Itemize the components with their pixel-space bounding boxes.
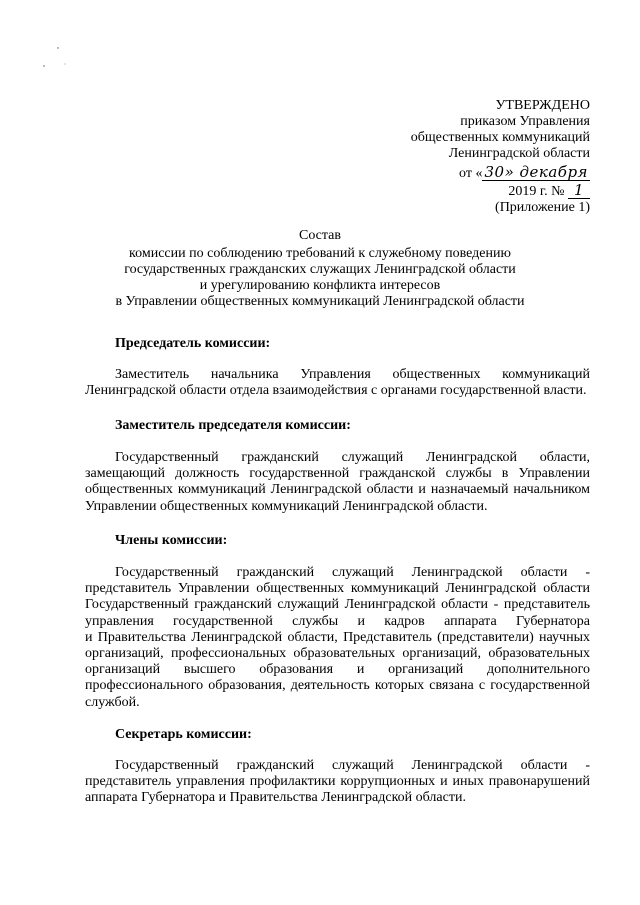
approval-number-line xyxy=(411,182,590,200)
chair-text xyxy=(85,367,590,399)
deputy-line-4: Управлении общественных коммуникаций Ленинградской области. xyxy=(85,498,488,514)
date-prefix: от « xyxy=(459,166,483,181)
appendix-label: (Приложение 1) xyxy=(495,200,590,215)
approval-block xyxy=(411,98,590,216)
title-heading: Состав xyxy=(298,228,341,243)
date-handwritten: 30» декабря xyxy=(484,163,588,181)
members-heading: Члены комиссии: xyxy=(115,533,228,548)
chair-heading: Председатель комиссии: xyxy=(115,336,271,351)
title-line-3: и урегулированию конфликта интересов xyxy=(199,278,441,293)
approval-line-3: Ленинградской области xyxy=(448,146,590,161)
deputy-line-3: общественных коммуникаций Ленинградской области и назначаемый начальником xyxy=(85,482,590,498)
approved-label: УТВЕРЖДЕНО xyxy=(495,98,590,113)
deputy-line-1: Государственный гражданский служащий Ленинградской области, xyxy=(115,450,590,465)
scan-specks xyxy=(40,46,70,76)
members-line-5: и Правительства Ленинградской области, Представитель (представители) научных xyxy=(85,629,590,645)
secretary-line-1: Государственный гражданский служащий Ленинградской области - xyxy=(115,758,590,773)
deputy-heading: Заместитель председателя комиссии: xyxy=(115,418,351,433)
members-line-3: Государственный гражданский служащий Ленинградской области - представитель xyxy=(85,597,590,613)
approval-line-1: приказом Управления xyxy=(460,114,590,129)
members-text xyxy=(85,565,590,711)
chair-line-1: Заместитель начальника Управления общественных коммуникаций xyxy=(115,367,590,382)
secretary-text xyxy=(85,758,590,807)
chair-line-2: Ленинградской области отдела взаимодействия с органами государственной власти. xyxy=(85,383,587,399)
members-line-7: организаций высшего образования и организаций дополнительного xyxy=(85,662,590,678)
deputy-text xyxy=(85,450,590,515)
date-year: 2019 г. № xyxy=(508,184,565,199)
members-line-6: организаций, профессиональных образовательных организаций, образовательных xyxy=(85,646,590,662)
title-line-2: государственных гражданских служащих Ленинградской области xyxy=(124,262,516,277)
secretary-heading: Секретарь комиссии: xyxy=(115,727,252,742)
members-line-4: управления государственной службы и кадров аппарата Губернатора xyxy=(85,613,590,629)
number-handwritten: 1 xyxy=(568,182,590,199)
approval-line-2: общественных коммуникаций xyxy=(410,130,590,145)
members-line-9: службой. xyxy=(85,694,140,710)
title-line-4: в Управлении общественных коммуникаций Ленинградской области xyxy=(115,294,525,309)
deputy-line-2: замещающий должность государственной гражданской службы в Управлении xyxy=(85,466,590,482)
document-title xyxy=(0,228,640,310)
approval-date-line xyxy=(411,164,590,182)
secretary-line-2: представитель управления профилактики коррупционных и иных правонарушений xyxy=(85,774,590,790)
members-line-8: профессионального образования, деятельность которых связана с государственной xyxy=(85,678,590,694)
members-line-2: представитель Управлении общественных коммуникаций Ленинградской области xyxy=(85,581,590,597)
secretary-line-3: аппарата Губернатора и Правительства Ленинградской области. xyxy=(85,790,466,806)
members-line-1: Государственный гражданский служащий Ленинградской области - xyxy=(115,565,590,580)
title-line-1: комиссии по соблюдению требований к служебному поведению xyxy=(129,246,511,261)
